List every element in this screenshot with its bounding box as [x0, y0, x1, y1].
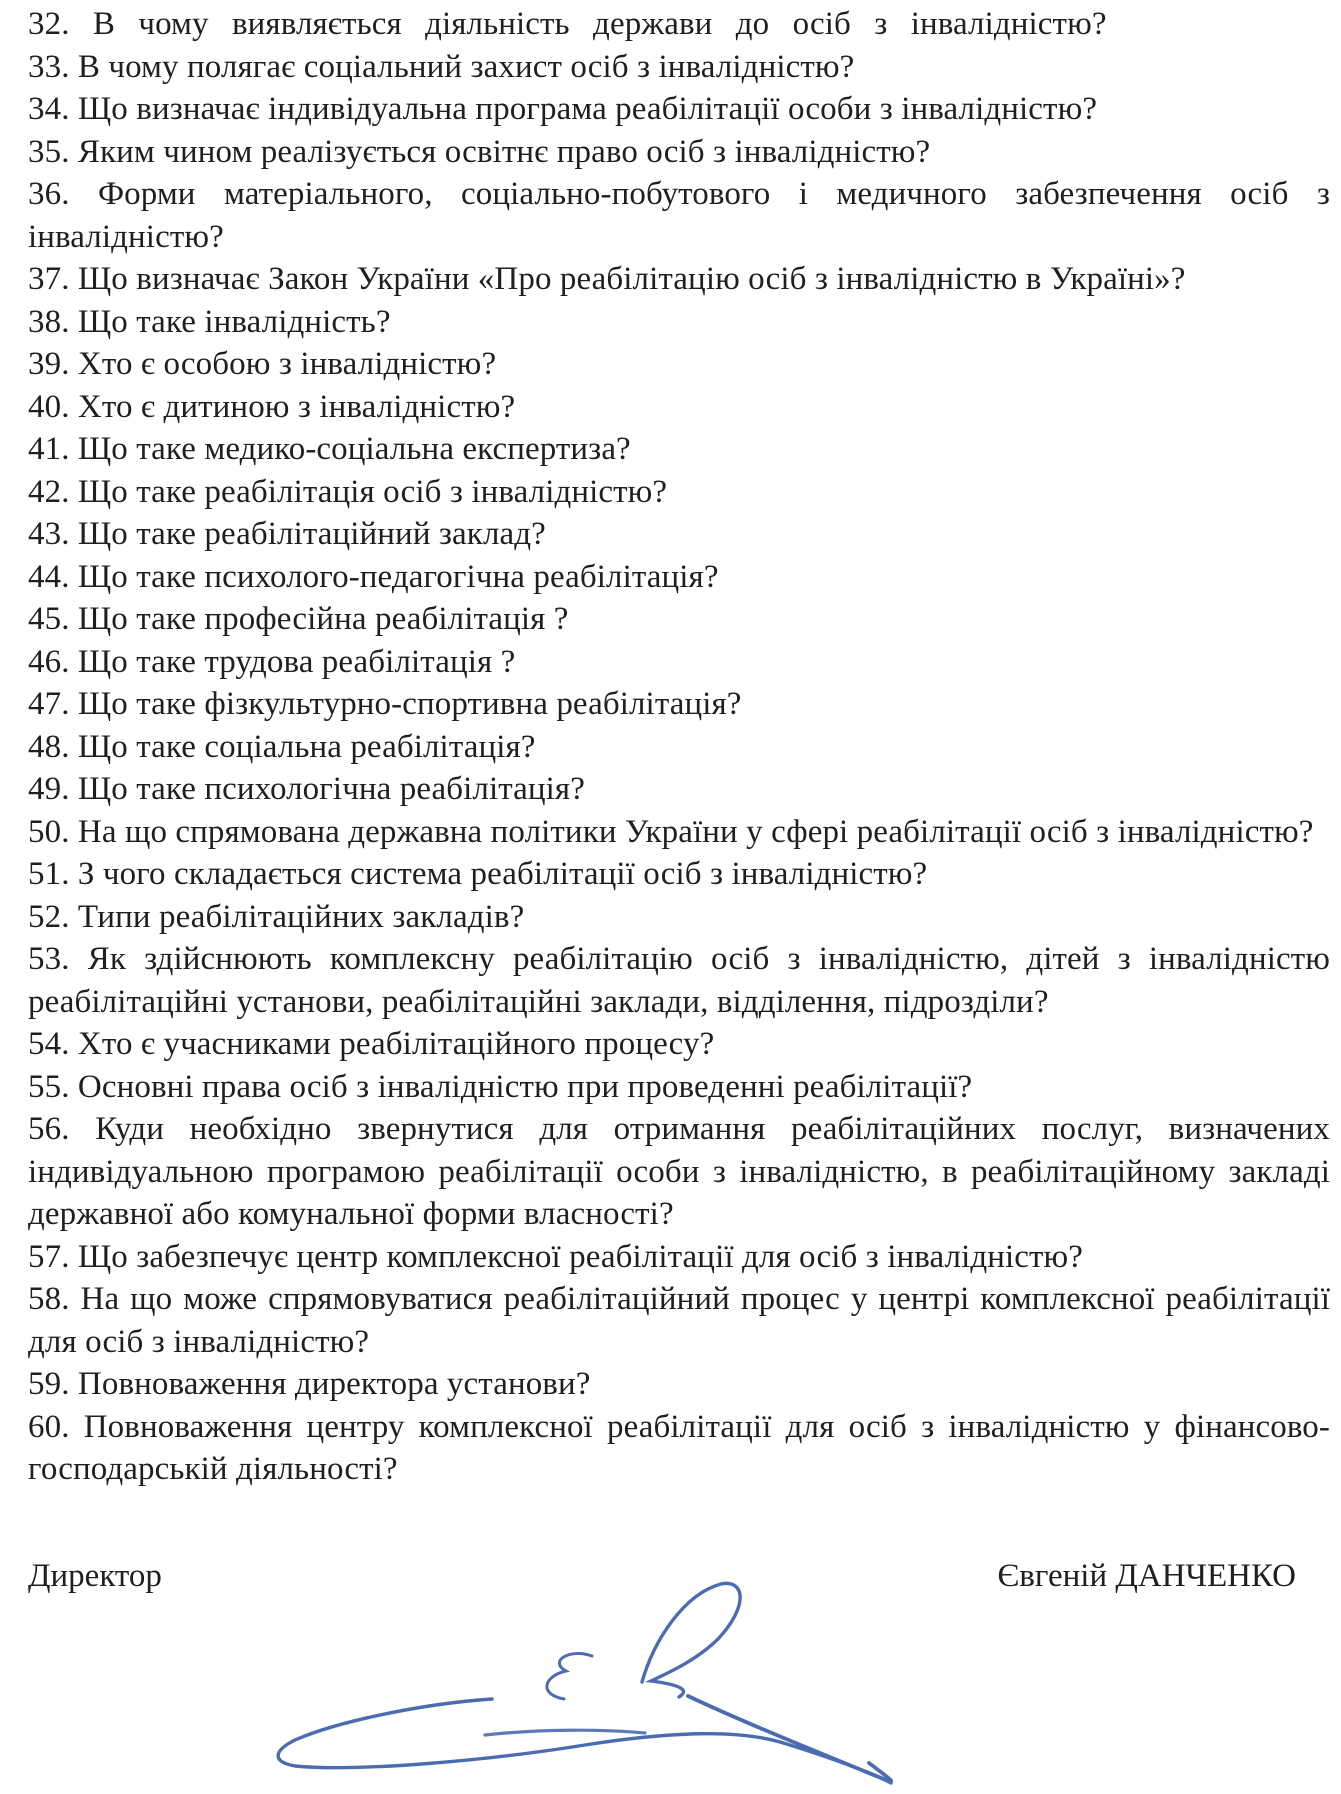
- signature-stroke: [547, 1654, 592, 1699]
- question-number: 54.: [28, 1026, 70, 1062]
- director-role-label: Директор: [28, 1557, 162, 1594]
- question-item: [28, 1236, 1330, 1279]
- signature-stroke: [278, 1699, 891, 1783]
- question-item: [28, 938, 1330, 1023]
- question-number: 36.: [28, 176, 70, 212]
- question-text: В чому полягає соціальний захист осіб з інвалідністю?: [77, 48, 855, 85]
- question-text: Що таке реабілітаційний заклад?: [77, 516, 546, 552]
- question-item: [28, 1108, 1330, 1236]
- signature-stroke: [485, 1730, 645, 1735]
- question-number: 41.: [28, 431, 70, 467]
- question-number: 51.: [28, 856, 70, 892]
- question-item: [28, 131, 1330, 174]
- question-item: [28, 683, 1330, 726]
- question-item: [28, 343, 1330, 386]
- question-text: Що таке медико-соціальна експертиза?: [77, 431, 631, 467]
- question-text: Форми матеріального, соціально-побутового і медичного забезпечення осіб з інвалідністю?: [28, 176, 1330, 255]
- question-text: Що таке трудова реабілітація ?: [77, 643, 516, 680]
- question-text: Що таке соціальна реабілітація?: [77, 728, 536, 765]
- question-item: [28, 46, 1330, 89]
- question-item: [28, 1278, 1330, 1363]
- question-number: 38.: [28, 303, 70, 340]
- question-text: Основні права осіб з інвалідністю при проведенні реабілітації?: [77, 1068, 973, 1105]
- question-item: [28, 1363, 1330, 1406]
- question-text: Що визначає індивідуальна програма реабілітації особи з інвалідністю?: [77, 91, 1098, 127]
- question-number: 33.: [28, 48, 70, 85]
- question-item: [28, 896, 1330, 939]
- question-text: Що таке інвалідність?: [77, 303, 391, 340]
- question-item: [28, 88, 1330, 131]
- director-name: Євгеній ДАНЧЕНКО: [997, 1557, 1296, 1594]
- question-number: 52.: [28, 898, 70, 935]
- question-item: [28, 173, 1330, 258]
- signature-stroke: [688, 1696, 891, 1781]
- question-text: Що таке психолого-педагогічна реабілітація?: [77, 558, 719, 595]
- question-number: 34.: [28, 91, 70, 127]
- question-item: [28, 1066, 1330, 1109]
- question-text: Що визначає Закон України «Про реабілітацію осіб з інвалідністю в Україні»?: [77, 261, 1186, 297]
- question-item: [28, 811, 1330, 854]
- question-number: 47.: [28, 686, 70, 722]
- question-item: [28, 1406, 1330, 1491]
- question-item: [28, 3, 1330, 46]
- question-text: Як здійснюють комплексну реабілітацію осіб з інвалідністю, дітей з інвалідністю реабілітаційні установи, реабілітаційні заклади, відділення, підрозділи?: [28, 941, 1330, 1020]
- question-number: 46.: [28, 643, 70, 680]
- question-item: [28, 641, 1330, 684]
- question-number: 59.: [28, 1366, 70, 1402]
- question-number: 58.: [28, 1281, 70, 1317]
- question-number: 56.: [28, 1111, 70, 1147]
- question-number: 48.: [28, 728, 70, 765]
- question-text: Що таке фізкультурно-спортивна реабілітація?: [77, 686, 742, 722]
- question-item: [28, 386, 1330, 429]
- question-number: 57.: [28, 1238, 70, 1275]
- question-item: [28, 1023, 1330, 1066]
- question-number: 53.: [28, 941, 70, 977]
- question-text: На що спрямована державна політики України у сфері реабілітації осіб з інвалідністю?: [77, 813, 1314, 850]
- question-text: В чому виявляється діяльність держави до осіб з інвалідністю?: [92, 6, 1107, 42]
- question-number: 43.: [28, 516, 70, 552]
- question-number: 60.: [28, 1408, 70, 1445]
- question-item: [28, 598, 1330, 641]
- question-number: 45.: [28, 601, 70, 637]
- question-text: Хто є дитиною з інвалідністю?: [77, 388, 516, 425]
- question-item: [28, 853, 1330, 896]
- question-item: [28, 726, 1330, 769]
- signature-stroke: [642, 1583, 740, 1697]
- question-text: Що таке реабілітація осіб з інвалідністю?: [77, 473, 668, 510]
- question-number: 35.: [28, 133, 70, 170]
- question-number: 32.: [28, 6, 70, 42]
- question-text: Повноваження директора установи?: [77, 1366, 591, 1402]
- question-number: 50.: [28, 813, 70, 850]
- question-text: Яким чином реалізується освітнє право осіб з інвалідністю?: [77, 133, 931, 170]
- question-item: [28, 513, 1330, 556]
- question-text: Що таке психологічна реабілітація?: [77, 771, 585, 807]
- question-number: 40.: [28, 388, 70, 425]
- question-text: Куди необхідно звернутися для отримання реабілітаційних послуг, визначених індивідуальною програмою реабілітації особи з інвалідністю, в реабілітаційному закладі державної або комунальної форми власності?: [28, 1111, 1331, 1232]
- question-item: [28, 471, 1330, 514]
- question-text: Що таке професійна реабілітація ?: [77, 601, 569, 637]
- question-number: 39.: [28, 346, 70, 382]
- questions-list: [28, 3, 1330, 1491]
- question-text: З чого складається система реабілітації осіб з інвалідністю?: [77, 856, 928, 892]
- question-text: Хто є особою з інвалідністю?: [77, 346, 497, 382]
- question-number: 55.: [28, 1068, 70, 1105]
- question-text: На що може спрямовуватися реабілітаційний процес у центрі комплексної реабілітації для осіб з інвалідністю?: [28, 1281, 1330, 1360]
- signature-stroke: [298, 1699, 492, 1739]
- question-item: [28, 428, 1330, 471]
- question-number: 44.: [28, 558, 70, 595]
- question-item: [28, 301, 1330, 344]
- question-item: [28, 556, 1330, 599]
- question-text: Типи реабілітаційних закладів?: [77, 898, 525, 935]
- question-text: Що забезпечує центр комплексної реабілітації для осіб з інвалідністю?: [77, 1238, 1084, 1275]
- question-text: Повноваження центру комплексної реабілітації для осіб з інвалідністю у фінансово-господарській діяльності?: [28, 1408, 1330, 1487]
- question-text: Хто є учасниками реабілітаційного процесу?: [77, 1026, 715, 1062]
- question-number: 49.: [28, 771, 70, 807]
- director-signature-icon: [240, 1568, 940, 1794]
- question-number: 42.: [28, 473, 70, 510]
- question-item: [28, 258, 1330, 301]
- question-number: 37.: [28, 261, 70, 297]
- question-item: [28, 768, 1330, 811]
